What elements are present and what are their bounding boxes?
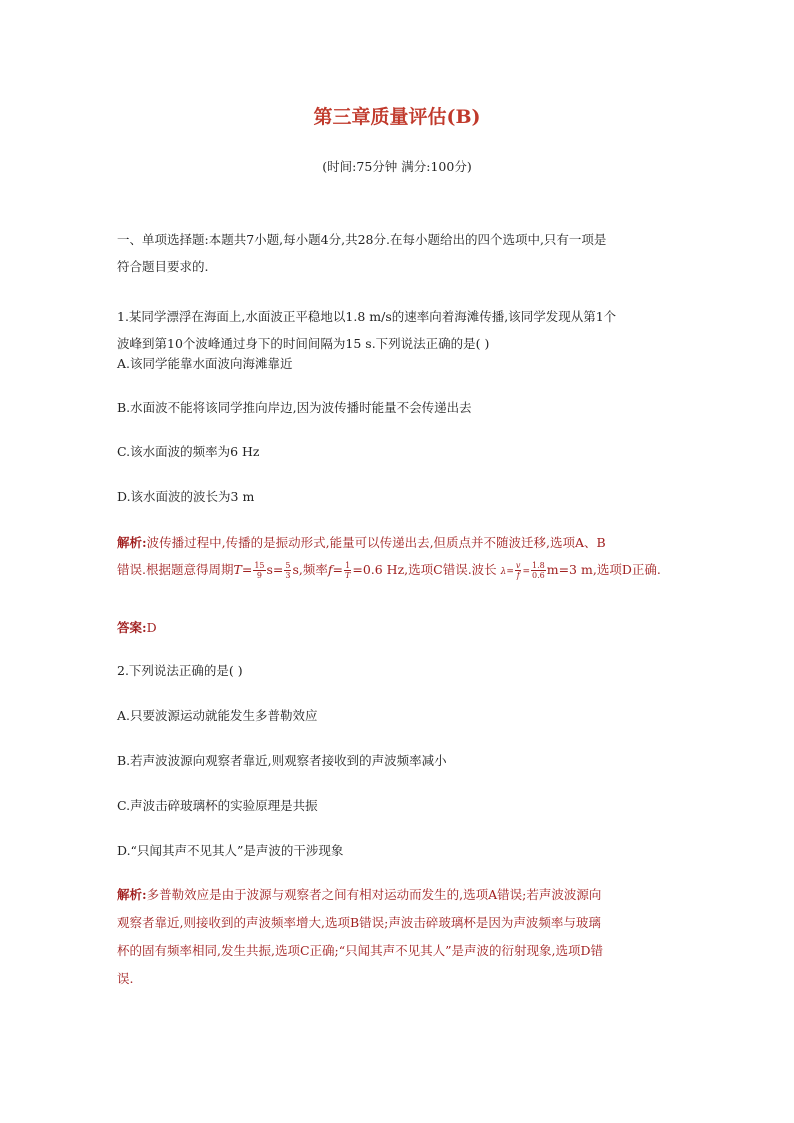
analysis-label: 解析: [117,535,147,550]
fraction-numerator: 5 [285,561,291,570]
question-2-option-d: D.“只闻其声不见其人”是声波的干涉现象 [117,843,344,858]
fraction-numerator: 15 [254,561,265,570]
fraction-numerator: v [515,561,521,570]
question-2-analysis-line-2: 观察者靠近,则接收到的声波频率增大,选项B错误;声波击碎玻璃杯是因为声波频率与玻璃 [117,915,601,930]
fraction-denominator: 0.6 [532,571,545,580]
exam-info: (时间:75分钟 满分:100分) [322,159,472,174]
analysis-text: =0.6 Hz,选项C错误.波长 [352,562,497,577]
section-instructions-line-1: 一、单项选择题:本题共7小题,每小题4分,共28分.在每小题给出的四个选项中,只有一项是 [117,232,607,247]
question-2-analysis-line-3: 杯的固有频率相同,发生共振,选项C正确;“只闻其声不见其人”是声波的衍射现象,选项D错 [117,943,604,958]
fraction-5-over-3 [284,561,291,580]
question-1-stem [117,303,687,357]
frequency-variable: f [327,562,333,577]
question-1-analysis [117,529,687,583]
question-1-option-b: B.水面波不能将该同学推向岸边,因为波传播时能量不会传递出去 [117,400,472,415]
answer-label: 答案: [117,620,147,635]
analysis-text: m=3 m,选项D正确. [546,562,661,577]
fraction-denominator: f [516,571,520,580]
question-2-analysis-line-1 [117,881,687,909]
question-1-answer [117,618,157,638]
question-2-stem: 2.下列说法正确的是( ) [117,663,243,678]
equals-sign: = [332,562,343,577]
section-instructions [117,226,687,280]
question-2-option-a: A.只要波源运动就能发生多普勒效应 [117,708,318,723]
answer-value: D [146,620,157,635]
question-2-analysis-line-4: 误. [117,971,134,986]
analysis-text: 错误.根据题意得周期 [117,562,234,577]
analysis-text: 波传播过程中,传播的是振动形式,能量可以传递出去,但质点并不随波迁移,选项A、B [146,535,606,550]
fraction-denominator: 9 [256,571,262,580]
question-1-option-a: A.该同学能靠水面波向海滩靠近 [117,356,293,371]
analysis-text: s,频率 [292,562,328,577]
equals-sign: = [241,562,253,577]
question-1-analysis-line-1 [117,529,687,556]
fraction-numerator: 1 [345,561,351,570]
fraction-denominator: T [345,571,351,580]
fraction-numerator: 1.8 [532,561,545,570]
section-instructions-line-2: 符合题目要求的. [117,259,209,274]
question-2-option-c: C.声波击碎玻璃杯的实验原理是共振 [117,798,318,813]
unit-text: s= [266,562,284,577]
fraction-15-over-9 [253,561,265,580]
question-1-option-d: D.该水面波的波长为3 m [117,489,255,504]
question-1-analysis-line-2 [117,556,687,583]
page-title: 第三章质量评估(B) [313,106,481,128]
wavelength-variable: λ [500,567,507,577]
question-1-stem-line-1: 1.某同学漂浮在海面上,水面波正平稳地以1.8 m/s的速率向着海滩传播,该同学发现从第1个 [117,309,617,324]
fraction-v-over-f [515,561,522,580]
question-2-analysis [117,881,687,993]
question-1-stem-line-2: 波峰到第10个波峰通过身下的时间间隔为15 s.下列说法正确的是( ) [117,336,490,351]
fraction-denominator: 3 [285,571,291,580]
fraction-1-8-over-0-6 [531,561,546,580]
question-1-option-c: C.该水面波的频率为6 Hz [117,444,260,459]
analysis-text: 多普勒效应是由于波源与观察者之间有相对运动而发生的,选项A错误;若声波波源向 [146,887,602,902]
period-variable: T [233,562,242,577]
equals-sign: = [522,567,530,577]
analysis-label: 解析: [117,887,147,902]
equals-sign: = [506,567,514,577]
question-2-option-b: B.若声波波源向观察者靠近,则观察者接收到的声波频率减小 [117,753,447,768]
fraction-1-over-t [344,561,351,580]
